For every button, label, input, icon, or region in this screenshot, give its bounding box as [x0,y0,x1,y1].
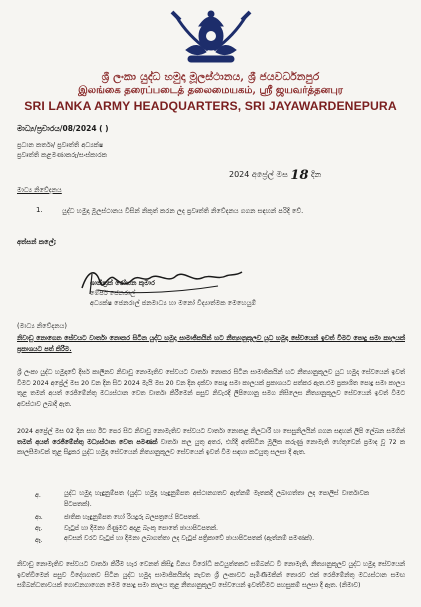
release-label: (මාධ්‍ය නිවේදනය) [17,322,67,330]
paragraph-2 [17,427,405,459]
list-item: යුද්ධ හමුදා හැඳුනුම්පත (යුද්ධ හමුදා හැඳුනුම්පත අස්ථානගතව ඇත්නම් මෑතකදී ලබාගත්තා ලද පොලිස් වාර්තාවක පිටපතක්). [64,490,369,508]
date-day: 18 [290,168,309,183]
recipient-line-2: ප්‍රවෘත්ති කළමණාකරු/සංස්කාරක [17,151,107,159]
paragraph-1: ශ්‍රී ලංකා යුද්ධ හමුදාවේ දීර්ඝ කාලීනව නිවාඩු නොමැතිව සේවයට වාර්තා නොකර සිටින සාමාජිකයින් හට නීත්‍යානුකූලව යුධ හමුදා සේවයෙන් ඉවත් වීමට 2024 අප්‍රේල් මස 20 වන දින සිට 2024 මැයි මස 20 වන දින දක්වා පොදු සමා කාලයක් ප්‍රකාශයට පත්කර ඇත.එම ප්‍රකාශිත පොදු සමා කාලය තුළ තමන් අයත් රෙජිමේන්තු මධ්‍යස්ථාන වෙත වාර්තා කිරීමෙන් පසුව නිවැරදි ලිපිගොනු සමග නිසිලෙස නීත්‍යානුකූලව සේවයෙන් ඉවත් වීමට අවස්ථාව ලබාදී ඇත. [17,369,405,408]
recipient-line-1: ප්‍රධාන කර්තෘ/ ප්‍රවෘත්ති අධ්‍යක්ෂ [17,141,104,149]
list-item-num: ආ. [35,514,43,521]
notice-title [17,334,405,355]
signatory-title: අධ්‍යක්ෂ ජෙනරාල් ජනමාධ්‍ය හා මනෝ විද්‍යාත්මක මෙහෙයුම් [90,299,257,307]
list-item-num: අ. [35,492,41,499]
signatory-rank: මේජර් ජෙනරාල් [90,289,136,297]
paragraph-2-bold: තමන් අයත් රෙජිමේන්තු මධ්‍යස්ථාන වෙත පමණක් [17,438,158,446]
sri-lanka-army-crest-icon [168,6,254,68]
closing-text: අත්සන් කලේ; [17,238,57,246]
paragraph-2-rest: වාර්තා කල යුතු අතර, එහිදී අත්සිටින මූලික කරුණු නොමැති හේතුවෙන් ප්‍රමාද වූ 72 ක කාලසීමාවක් තුළ සිදුකර යුද්ධ හමුදා සේවයෙන් නිත්‍යානුකූලව සේවයෙන් ඉවත් වීම සඳහා කටයුතු සලසා දී ඇත. [17,438,405,457]
date-prefix: 2024 අප්‍රේල් මස [229,170,288,179]
list-item: අවසන් වරට වැටුප් හා දීමනා ලබාගත්තා ලද වැටුප් පත්‍රිකාවේ ඡායාපිටපතක් (ඇත්නම් පමණක්). [64,535,315,542]
paragraph-2-start: 2024 අප්‍රේල් මස 02 දින සහ ඊට පෙර සිට නිවාඩු නොමැතිව සේවයට වාර්තා නොකළ නිලධාරී හා සෙසුනිලයින් ගගන සඳහන් ලිපි ලේඛන සමගින් [17,428,405,435]
list-item-num: ඇ. [35,525,43,532]
signatory-name: ශාන්ත්‍රක් රෝහන කුමාර [90,279,155,287]
item-number: 1. [36,206,43,214]
letter-date [229,166,321,181]
date-suffix: දින [311,170,322,179]
header-tamil: இலங்கை தரைப்படைத் தலைமையகம், ஸ்ரீ ஜயவர்த்தனபுர [78,85,343,96]
paragraph-3: නිවාඩු නොමැතිව සේවයට වාර්තා කිරීම හැර වෙනත් කිසිදු විනය විරෝධී කටයුත්තකට සම්බන්ධ වී නොමැති, නීත්‍යානුකූලව යුද්ධ හමුදා සේවයෙන් ඉවත්වීමෙන් පසුව විදේශගතව සිටින යුද්ධ හමුදා සාමාජිකයින්ද නැවත ශ්‍රී ලංකාවට පැමිණීමකින් තොරව එක් රෙජිමේන්තු මධ්‍යස්ථාන සමඟ සම්බන්ධතාවයක් ගොඩනගාගෙන මෙම පොදු සමා කාලය තුළ නීත්‍යානුකූලව සේවයෙන් ඉවත්වීමට පහසුකම් සලසා දී ඇත. (නිමාව) [17,561,405,590]
subject-heading: මාධ්‍ය නිවේදනය [17,186,62,194]
list-item: ජාතික හැඳුනුම්පත හෝ රියදුරු බලපත්‍රයේ පිටපතක්. [64,514,200,521]
item-text: යුද්ධ හමුදා මූලස්ථානය විසින් නිකුත් කරන ලද ප්‍රවෘත්ති නිවේදනය ගගන සඳහන් පරිදි වේ. [62,207,304,215]
header-english: SRI LANKA ARMY HEADQUARTERS, SRI JAYAWARDENEPURA [24,99,397,113]
reference-number: මාධ්‍ය/ප්‍රචාරය/08/2024 ( ) [17,124,109,133]
list-item: වැටුප් හා දීමනා ගිණුමට අදාළ බැංකු පොතේ ඡායාපිටපතක්. [64,525,218,532]
list-item-num: ඈ. [35,537,43,544]
notice-title-text: නිවාඩු නොගෙන සේවයට වාර්තා නොකර සිටින යුද්ධ හමුදා සාමාජිකයින් හට නීත්‍යානුකූලව යුධ හමුදා සේවයෙන් ඉවත් වීමට පොදු සමා කාලයක් ප්‍රකාශයට පත් කිරීම. [17,335,405,353]
header-sinhala: ශ්‍රී ලංකා යුද්ධ හමුදා මූලස්ථානය, ශ්‍රී ජයවර්ධනපුර [101,71,320,83]
